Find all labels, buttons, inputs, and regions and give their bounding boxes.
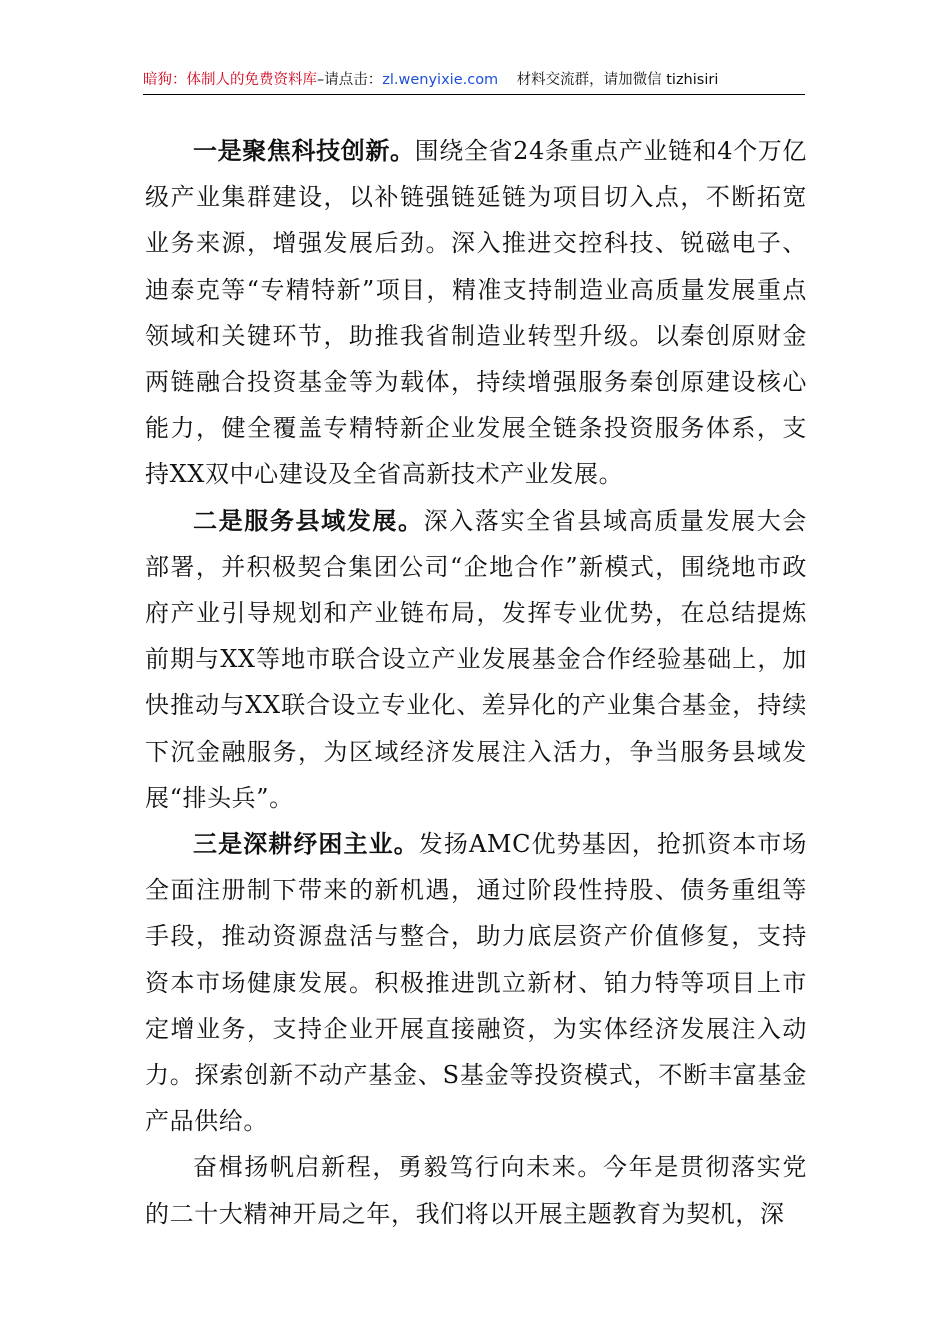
paragraph-lead: 一是聚焦科技创新。 <box>193 136 415 165</box>
paragraph-closing <box>145 1144 807 1236</box>
paragraph-text: 深入落实全省县域高质量发展大会部署，并积极契合集团公司“企地合作”新模式，围绕地市政府产业引导规划和产业链布局，发挥专业优势，在总结提炼前期与XX等地市联合设立产业发展基金合作经验基础上，加快推动与XX联合设立专业化、差异化的产业集合基金，持续下沉金融服务，为区域经济发展注入活力，争当服务县域发展“排头兵”。 <box>145 506 808 812</box>
page-header <box>143 70 805 95</box>
document-body <box>145 128 807 1237</box>
header-site-name[interactable]: 暗狗：体制人的免费资料库 <box>143 72 317 88</box>
paragraph-lead: 三是深耕纾困主业。 <box>193 829 419 859</box>
paragraph-tech-innovation <box>145 128 807 498</box>
header-url-link[interactable]: zl.wenyixie.com <box>382 72 499 88</box>
paragraph-text: 奋楫扬帆启新程，勇毅笃行向未来。今年是贯彻落实党的二十大精神开局之年，我们将以开展主题教育为契机，深 <box>145 1153 807 1228</box>
paragraph-text: 围绕全省24条重点产业链和4个万亿级产业集群建设，以补链强链延链为项目切入点，不断拓宽业务来源，增强发展后劲。深入推进交控科技、锐磁电子、迪泰克等“专精特新”项目，精准支持制造业高质量发展重点领域和关键环节，助推我省制造业转型升级。以秦创原财金两链融合投资基金等为载体，持续增强服务秦创原建设核心能力，健全覆盖专精特新企业发展全链条投资服务体系，支持XX双中心建设及全省高新技术产业发展。 <box>145 137 807 489</box>
paragraph-lead: 二是服务县域发展。 <box>193 505 424 535</box>
header-click-prompt: –请点击： <box>317 72 383 88</box>
paragraph-text: 发扬AMC优势基因，抢抓资本市场全面注册制下带来的新机遇，通过阶段性持股、债务重组等手段，推动资源盘活与整合，助力底层资产价值修复，支持资本市场健康发展。积极推进凯立新材、铂力特等项目上市定增业务，支持企业开展直接融资，为实体经济发展注入动力。探索创新不动产基金、S基金等投资模式，不断丰富基金产品供给。 <box>145 830 807 1136</box>
paragraph-county-development <box>145 498 807 821</box>
header-group-note: 材料交流群，请加微信 tizhisiri <box>516 72 719 88</box>
paragraph-core-business <box>145 821 807 1144</box>
